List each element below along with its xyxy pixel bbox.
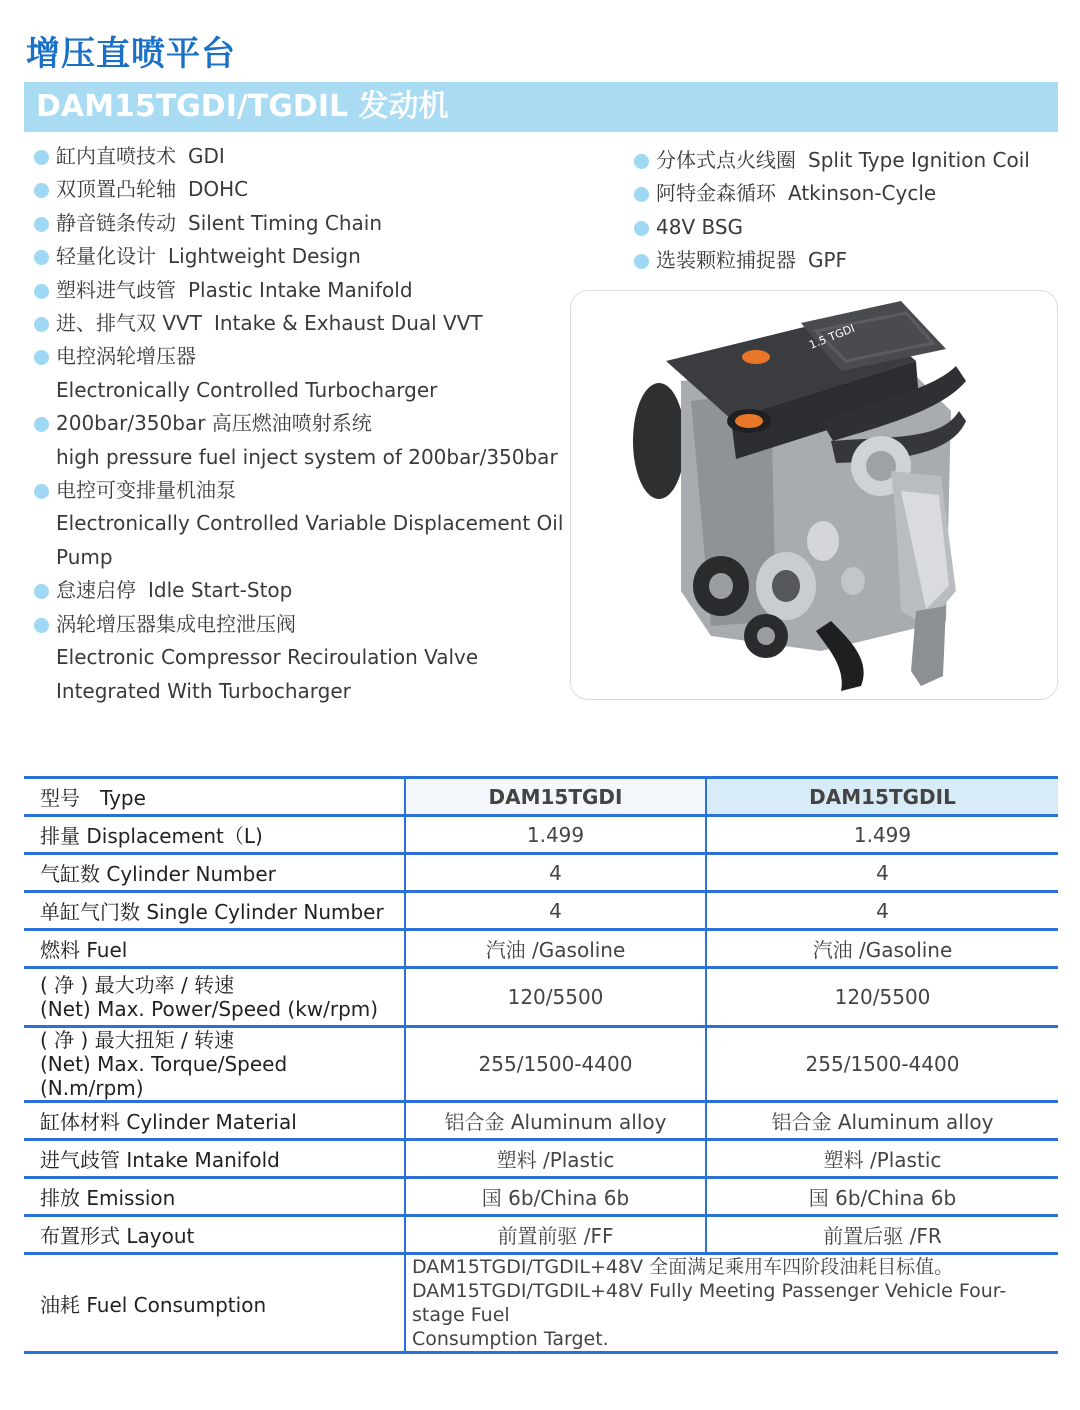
table-row: 燃料 Fuel 汽油 /Gasoline 汽油 /Gasoline <box>24 930 1058 968</box>
table-row: 排放 Emission 国 6b/China 6b 国 6b/China 6b <box>24 1178 1058 1216</box>
bullet-icon <box>34 350 49 365</box>
table-row: 布置形式 Layout 前置前驱 /FF 前置后驱 /FR <box>24 1216 1058 1254</box>
bullet-icon <box>34 284 49 299</box>
header-type: 型号 Type <box>24 778 405 816</box>
bullet-icon <box>34 417 49 432</box>
bullet-icon <box>34 150 49 165</box>
header-col1: DAM15TGDI <box>405 778 706 816</box>
bullet-icon <box>634 254 649 269</box>
bullet-icon <box>34 618 49 633</box>
page-title: 增压直喷平台 <box>26 34 236 74</box>
bullet-icon <box>34 217 49 232</box>
spec-table <box>24 776 1058 1354</box>
bullet-icon <box>634 187 649 202</box>
feature-list-left <box>34 140 564 708</box>
table-row: 单缸气门数 Single Cylinder Number 4 4 <box>24 892 1058 930</box>
table-row: ( 净 ) 最大功率 / 转速 (Net) Max. Power/Speed (kw/rpm) 120/5500 120/5500 <box>24 968 1058 1027</box>
feature-item: 选装颗粒捕捉器 GPF <box>634 244 1064 277</box>
engine-banner: DAM15TGDI/TGDIL 发动机 <box>24 82 1058 132</box>
table-row: 缸体材料 Cylinder Material 铝合金 Aluminum alloy 铝合金 Aluminum alloy <box>24 1102 1058 1140</box>
feature-item: 48V BSG <box>634 211 1064 244</box>
table-row: 排量 Displacement（L) 1.499 1.499 <box>24 816 1058 854</box>
table-row: 气缸数 Cylinder Number 4 4 <box>24 854 1058 892</box>
feature-item: 双顶置凸轮轴 DOHC <box>34 173 564 206</box>
feature-item: 电控涡轮增压器 Electronically Controlled Turbocharger <box>34 340 564 407</box>
table-row: ( 净 ) 最大扭矩 / 转速 (Net) Max. Torque/Speed (N.m/rpm) 255/1500-4400 255/1500-4400 <box>24 1027 1058 1102</box>
bullet-icon <box>34 584 49 599</box>
feature-item: 塑料进气歧管 Plastic Intake Manifold <box>34 274 564 307</box>
feature-item: 阿特金森循环 Atkinson-Cycle <box>634 177 1064 210</box>
table-row: 进气歧管 Intake Manifold 塑料 /Plastic 塑料 /Plastic <box>24 1140 1058 1178</box>
feature-list-right <box>634 144 1064 278</box>
engine-cover-label: 1.5 TGDI <box>807 321 857 352</box>
engine-image <box>570 290 1058 700</box>
feature-item: 轻量化设计 Lightweight Design <box>34 240 564 273</box>
feature-item: 电控可变排量机油泵 Electronically Controlled Variable Displacement Oil Pump <box>34 474 564 574</box>
feature-item: 缸内直喷技术 GDI <box>34 140 564 173</box>
bullet-icon <box>34 183 49 198</box>
feature-item: 进、排气双 VVT Intake & Exhaust Dual VVT <box>34 307 564 340</box>
bullet-icon <box>34 484 49 499</box>
feature-item: 静音链条传动 Silent Timing Chain <box>34 207 564 240</box>
fuel-consumption-note: DAM15TGDI/TGDIL+48V 全面满足乘用车四阶段油耗目标值。 DAM15TGDI/TGDIL+48V Fully Meeting Passenger Vehicle Four-stage Fuel Consumption Target. <box>405 1254 1058 1353</box>
engine-icon <box>571 291 1057 699</box>
table-header-row <box>24 778 1058 816</box>
feature-item: 涡轮增压器集成电控泄压阀 Electronic Compressor Reciroulation Valve Integrated With Turbocharger <box>34 608 564 708</box>
bullet-icon <box>634 221 649 236</box>
feature-item: 怠速启停 Idle Start-Stop <box>34 574 564 607</box>
bullet-icon <box>34 250 49 265</box>
bullet-icon <box>634 154 649 169</box>
header-col2: DAM15TGDIL <box>706 778 1058 816</box>
bullet-icon <box>34 317 49 332</box>
table-row-fuel: 油耗 Fuel Consumption DAM15TGDI/TGDIL+48V 全面满足乘用车四阶段油耗目标值。 DAM15TGDI/TGDIL+48V Fully Meeting Passenger Vehicle Four-stage Fuel Consumption Target. <box>24 1254 1058 1353</box>
feature-item: 200bar/350bar 高压燃油喷射系统 high pressure fuel inject system of 200bar/350bar <box>34 407 564 474</box>
feature-item: 分体式点火线圈 Split Type Ignition Coil <box>634 144 1064 177</box>
